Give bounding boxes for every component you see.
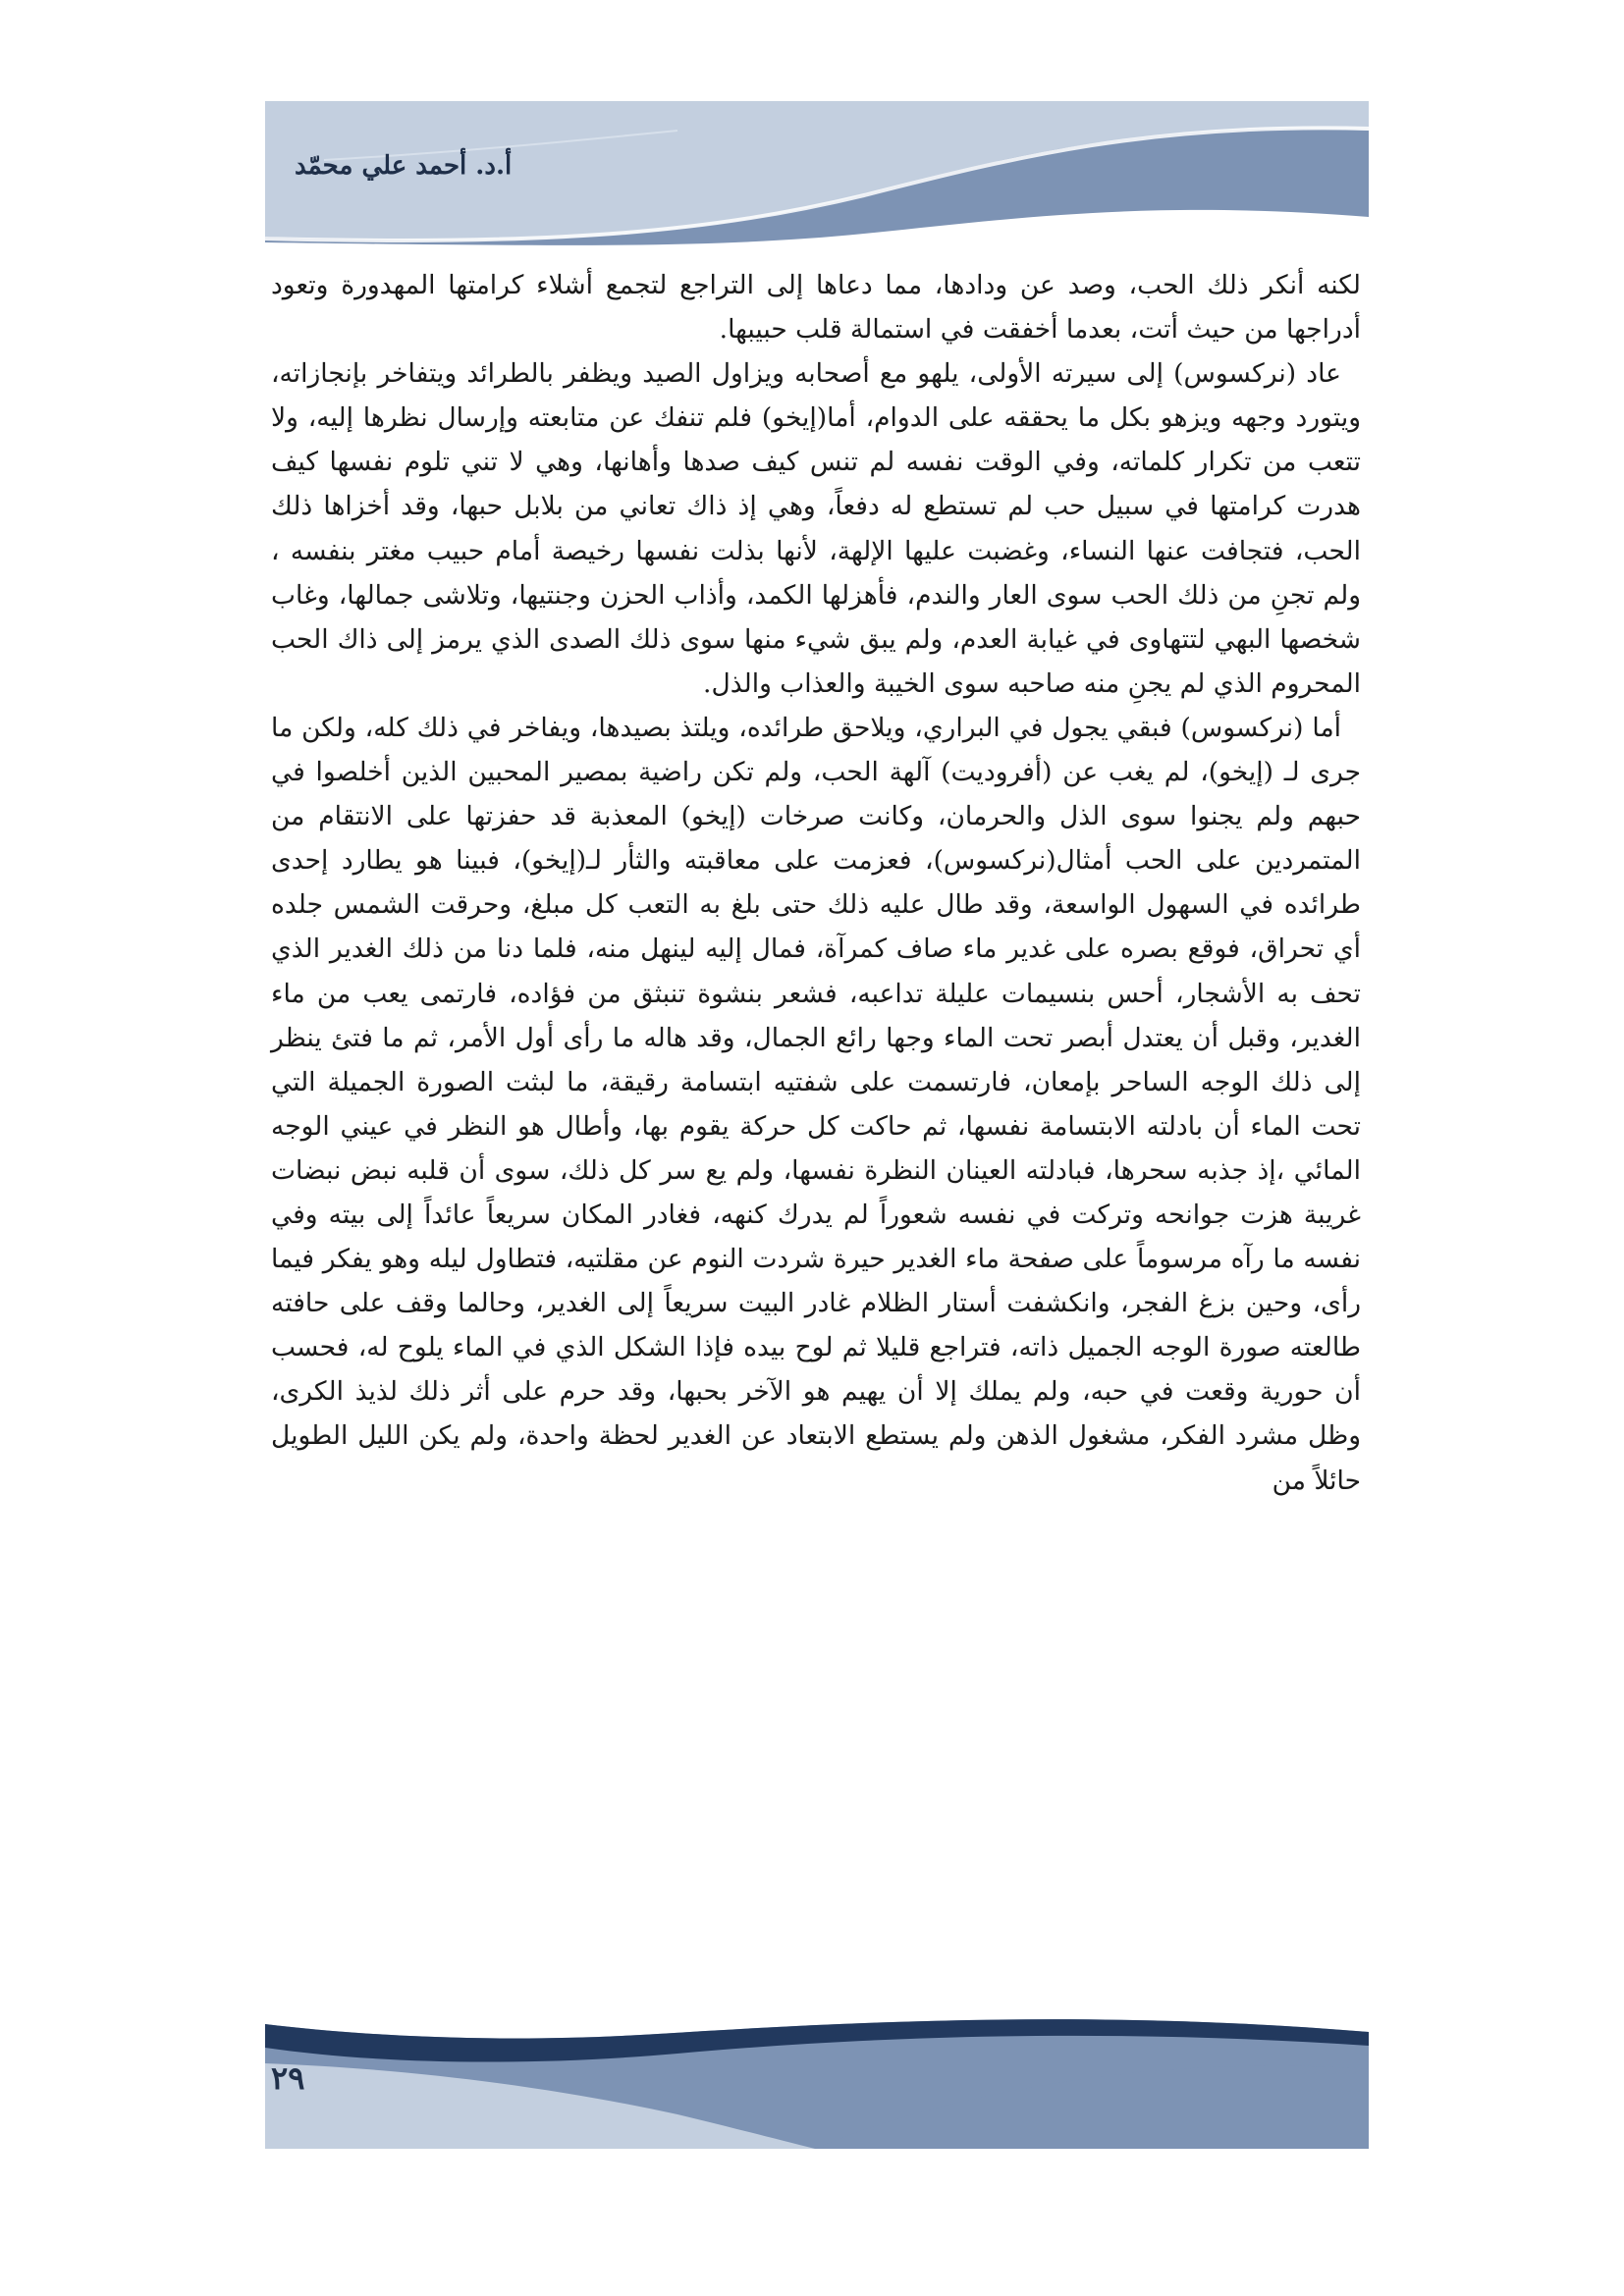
paragraph-1: لكنه أنكر ذلك الحب، وصد عن ودادها، مما دعاها إلى التراجع لتجمع أشلاء كرامتها المهدورة وتعود أدراجها من حيث أتت، بعدما أخفقت في استمالة قلب حبيبها. (271, 270, 1361, 346)
footer-wave-band (265, 2006, 1369, 2149)
paragraph-3: أما (نركسوس) فبقي يجول في البراري، ويلاحق طرائده، ويلتذ بصيدها، ويفاخر في ذلك كله، ولكن ما جرى لـ (إيخو)، لم يغب عن (أفروديت) آلهة الحب، ولم تكن راضية بمصير المحبين الذين أخلصوا في حبهم ولم يجنوا سوى الذل والحرمان، وكانت صرخات (إيخو) المعذبة قد حفزتها على الانتقام من المتمردين على الحب أمثال(نركسوس)، فعزمت على معاقبته والثأر لـ(إيخو)، فبينا هو يطارد إحدى طرائده في السهول الواسعة، وقد طال عليه ذلك حتى بلغ به التعب كل مبلغ، وحرقت الشمس جلده أي تحراق، فوقع بصره على غدير ماء صاف كمرآة، فمال إليه لينهل منه، فلما دنا من ذلك الغدير الذي تحف به الأشجار، أحس بنسيمات عليلة تداعبه، فشعر بنشوة تنبثق من فؤاده، فارتمى يعب من ماء الغدير، وقبل أن يعتدل أبصر تحت الماء وجها رائع الجمال، وقد هاله ما رأى أول الأمر، ثم ما فتئ ينظر إلى ذلك الوجه الساحر بإمعان، فارتسمت على شفتيه ابتسامة رقيقة، ما لبثت الصورة الجميلة التي تحت الماء أن بادلته الابتسامة نفسها، ثم حاكت كل حركة يقوم بها، وأطال هو النظر في عيني الوجه المائي ،إذ جذبه سحرها، فبادلته العينان النظرة نفسها، ولم يع سر كل ذلك، سوى أن قلبه نبض نبضات غريبة هزت جوانحه وتركت في نفسه شعوراً لم يدرك كنهه، فغادر المكان سريعاً عائداً إلى بيته وفي نفسه ما رآه مرسوماً على صفحة ماء الغدير حيرة شردت النوم عن مقلتيه، فتطاول ليله وهو يفكر فيما رأى، وحين بزغ الفجر، وانكشفت أستار الظلام غادر البيت سريعاً إلى الغدير، وحالما وقف على حافته طالعته صورة الوجه الجميل ذاته، فتراجع قليلا ثم لوح بيده فإذا الشكل الذي في الماء يلوح له، فحسب أن حورية وقعت في حبه، ولم يملك إلا أن يهيم هو الآخر بحبها، وقد حرم على أثر ذلك لذيذ الكرى، وظل مشرد الفكر، مشغول الذهن ولم يستطع الابتعاد عن الغدير لحظة واحدة، ولم يكن الليل الطويل حائلاً من (271, 712, 1361, 1496)
page-number: ٢٩ (271, 2059, 305, 2097)
paragraph-2: عاد (نركسوس) إلى سيرته الأولى، يلهو مع أصحابه ويزاول الصيد ويظفر بالطرائد ويتفاخر بإنجازاته، ويتورد وجهه ويزهو بكل ما يحققه على الدوام، أما(إيخو) فلم تنفك عن متابعته وإرسال نظرها إليه، ولا تتعب من تكرار كلماته، وفي الوقت نفسه لم تنس كيف صدها وأهانها، وهي لا تني تلوم نفسها كيف هدرت كرامتها في سبيل حب لم تستطع له دفعاً، وهي إذ ذاك تعاني من بلابل حبها، وقد أخزاها ذلك الحب، فتجافت عنها النساء، وغضبت عليها الإلهة، لأنها بذلت نفسها رخيصة أمام حبيب مغتر بنفسه ، ولم تجنِ من ذلك الحب سوى العار والندم، فأهزلها الكمد، وأذاب الحزن وجنتيها، وتلاشى جمالها، وغاب شخصها البهي لتتهاوى في غيابة العدم، ولم يبق شيء منها سوى ذلك الصدى الذي يرمز إلى ذاك الحب المحروم الذي لم يجنِ منه صاحبه سوى الخيبة والعذاب والذل. (271, 358, 1361, 699)
author-name: أ.د. أحمد علي محمّد (295, 151, 513, 181)
footer-wave-graphic (265, 2006, 1369, 2149)
article-body (271, 263, 1361, 1503)
